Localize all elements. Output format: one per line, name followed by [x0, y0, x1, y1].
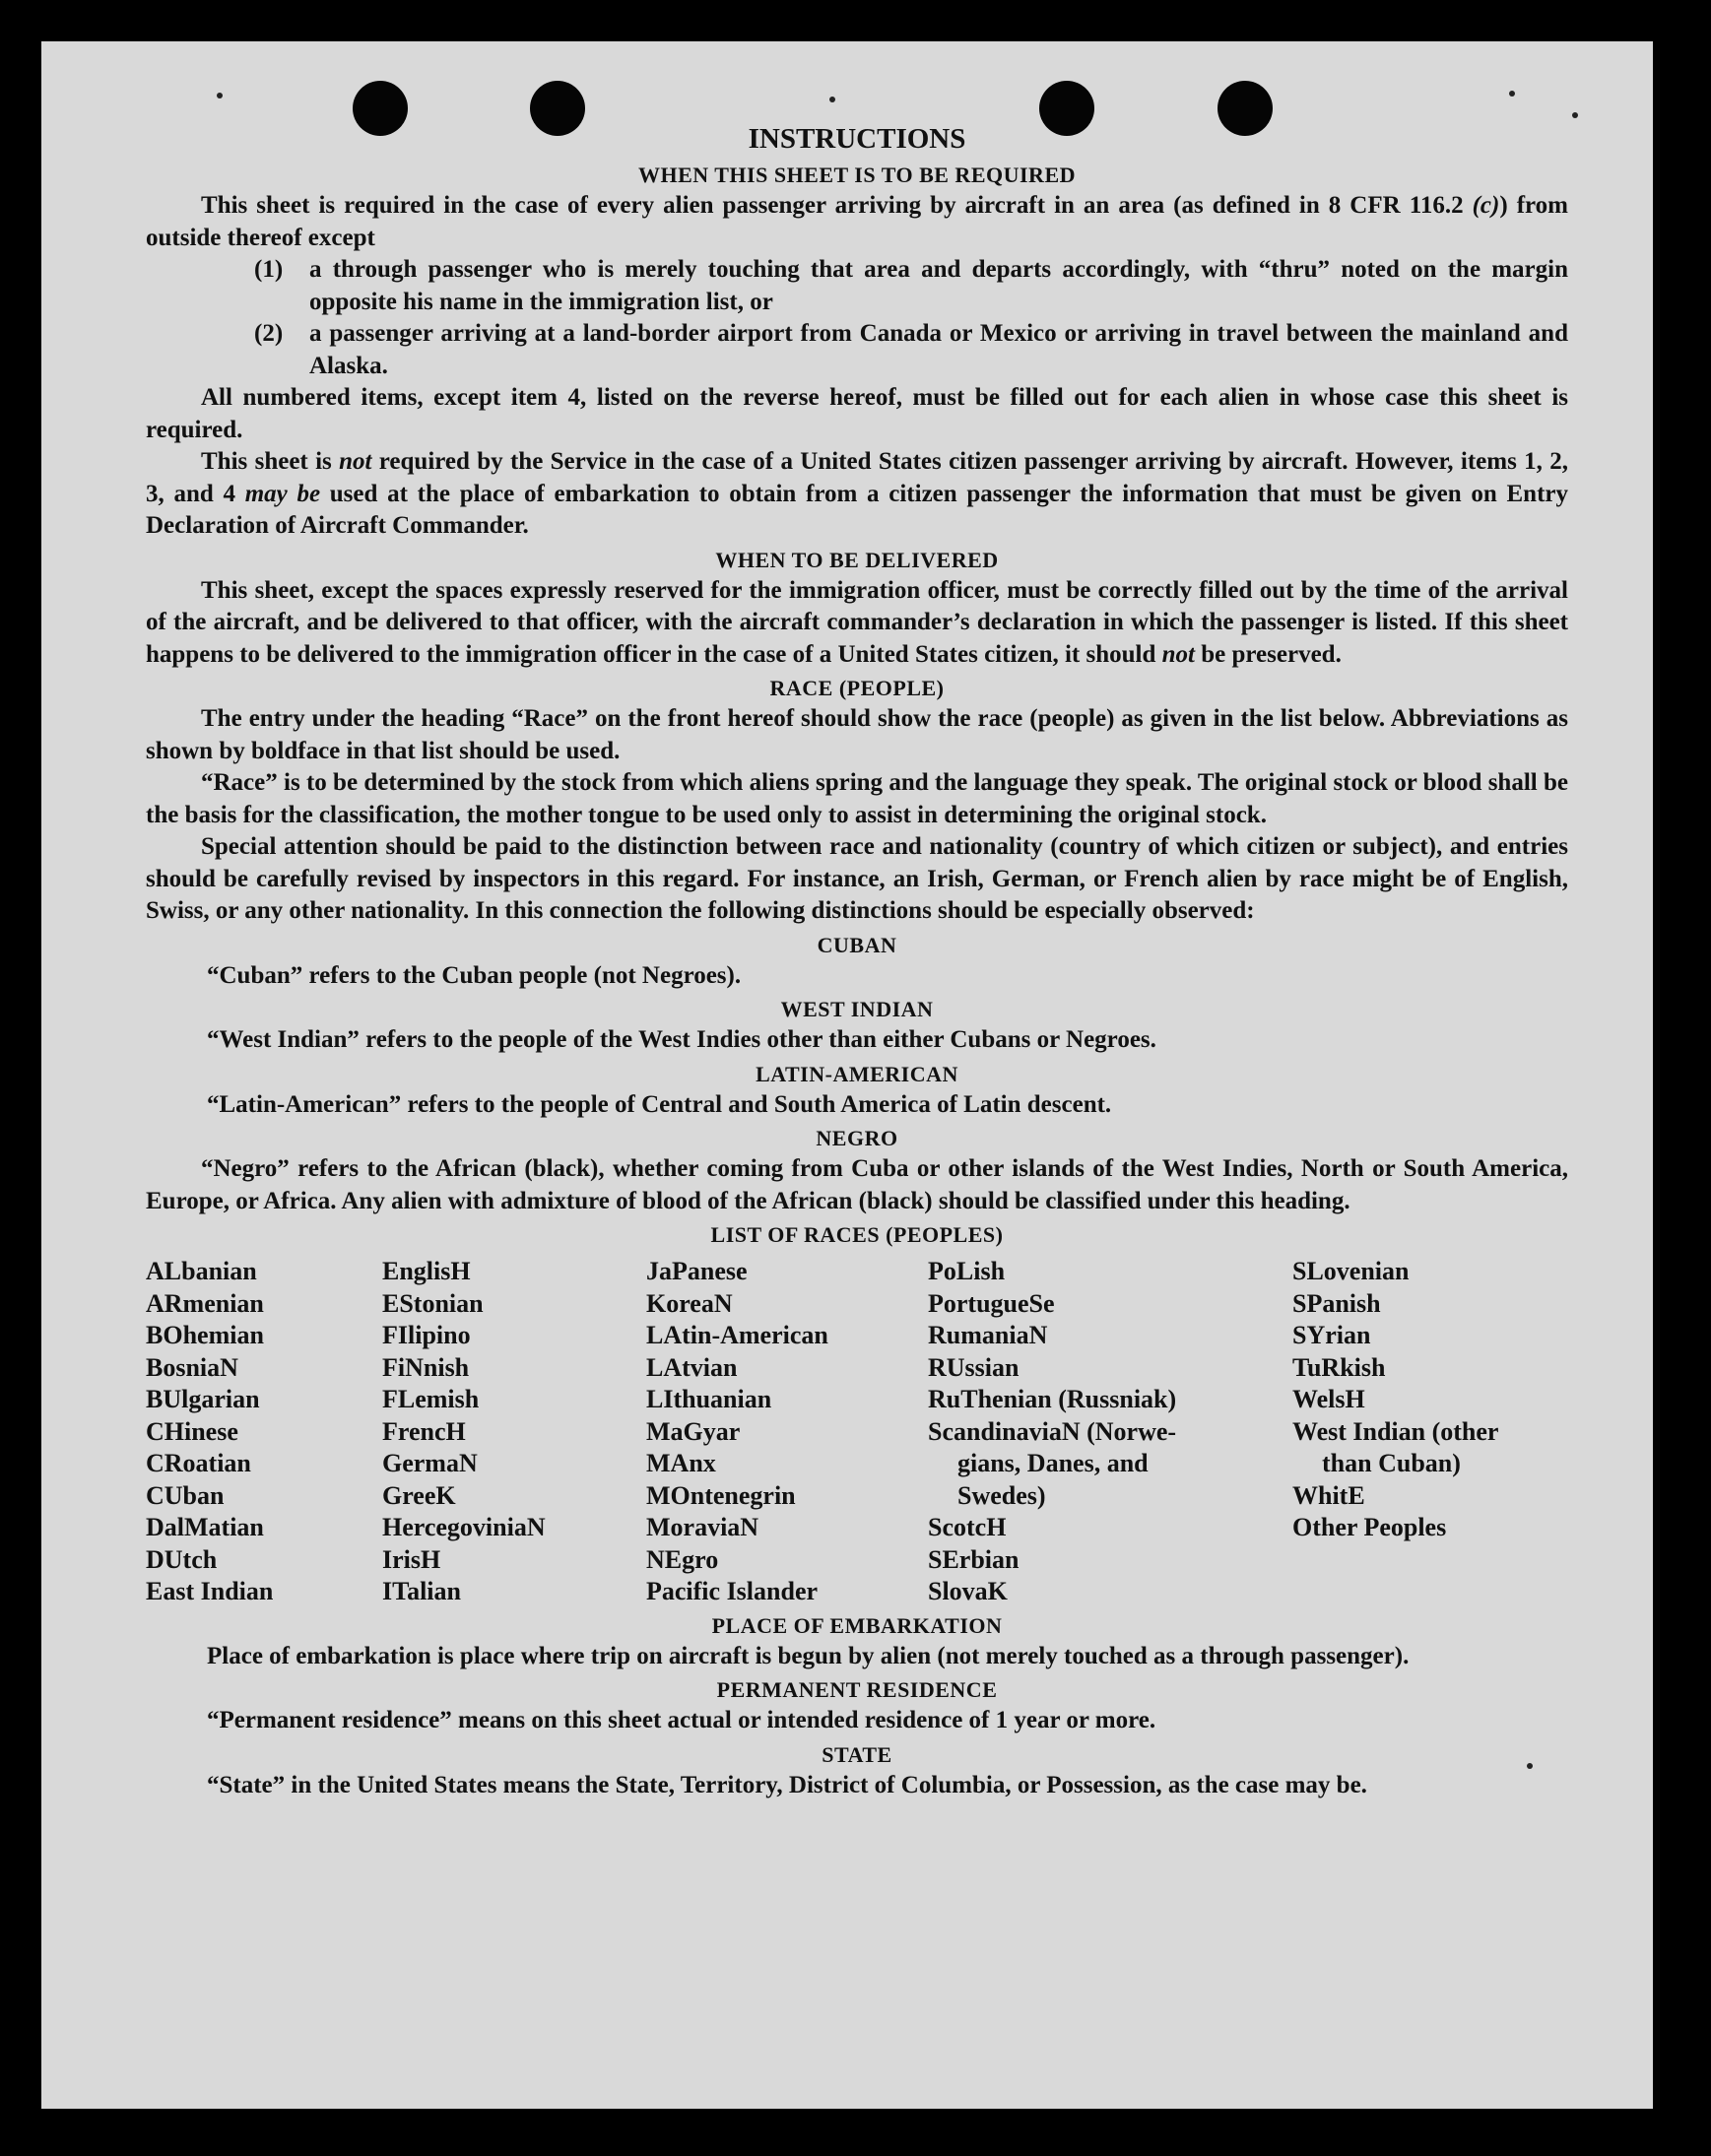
section-heading: PERMANENT RESIDENCE — [716, 1677, 998, 1702]
page-title: INSTRUCTIONS — [748, 123, 966, 155]
paragraph: “State” in the United States means the State, Territory, District of Columbia, or Possession, as the case may be. — [207, 1771, 1367, 1798]
list-number: (1) — [254, 256, 284, 283]
section-heading: CUBAN — [817, 932, 897, 957]
race-entry: MoraviaN — [646, 1513, 759, 1541]
paragraph: Place of embarkation is place where trip on aircraft is begun by alien (not merely touched as a through passenger). — [207, 1642, 1410, 1669]
race-entry: PortugueSe — [928, 1288, 1055, 1318]
paragraph: “Cuban” refers to the Cuban people (not Negroes). — [207, 961, 742, 989]
paragraph: Special attention should be paid to the distinction between race and nationality (country of which citizen or subject), and entries should be carefully revised by inspectors in this regard. For instance, an Irish, German, or French alien by race might be of English, Swiss, or any other nationality. In this connection the following distinctions should be especially observed: — [146, 833, 1568, 924]
race-entry: Pacific Islander — [646, 1577, 819, 1605]
paragraph — [146, 446, 1568, 543]
race-entry: SErbian — [928, 1544, 1020, 1574]
paragraph: The entry under the heading “Race” on the front hereof should show the race (people) as given in the list below. Abbreviations as shown by boldface in that list should be used. — [146, 705, 1568, 764]
speck — [1572, 112, 1578, 118]
race-entry: ARmenian — [146, 1288, 264, 1318]
emphasis: not — [339, 448, 372, 475]
race-entry: EStonian — [382, 1288, 484, 1318]
race-entry: HercegoviniaN — [382, 1513, 546, 1541]
list-number: (2) — [254, 320, 284, 347]
race-entry: WelsH — [1292, 1385, 1365, 1413]
list-text: a through passenger who is merely touching that area and departs accordingly, with “thru” noted on the margin opposite his name in the immigration list, or — [309, 256, 1568, 315]
race-entry: SlovaK — [928, 1577, 1008, 1605]
race-entry: CRoatian — [146, 1449, 251, 1477]
list-text: a passenger arriving at a land-border airport from Canada or Mexico or arriving in travel between the mainland and Alaska. — [309, 320, 1568, 379]
race-entry: MOntenegrin — [646, 1480, 796, 1510]
race-entry: IrisH — [382, 1544, 441, 1574]
race-entry: RUssian — [928, 1352, 1020, 1382]
text-run: This sheet is required in the case of every alien passenger arriving by aircraft in an area (as defined in 8 CFR 116.2 — [201, 192, 1473, 219]
race-entry: LAtvian — [646, 1352, 738, 1382]
emphasis: (c) — [1472, 192, 1500, 219]
race-entry: ScotcH — [928, 1513, 1007, 1541]
race-entry: BOhemian — [146, 1321, 264, 1349]
paragraph: “Latin-American” refers to the people of Central and South America of Latin descent. — [207, 1090, 1112, 1118]
race-entry: ITalian — [382, 1577, 461, 1605]
race-entry: LAtin-American — [646, 1321, 828, 1349]
list-item — [146, 254, 1568, 318]
text-run: This sheet is — [201, 448, 340, 475]
race-entry: SYrian — [1292, 1321, 1371, 1349]
race-column — [646, 1256, 928, 1608]
race-entry: Swedes) — [957, 1480, 1046, 1510]
race-column — [1292, 1256, 1568, 1608]
race-entry: GreeK — [382, 1480, 456, 1510]
race-column — [146, 1256, 382, 1608]
paragraph — [146, 190, 1568, 254]
section-heading: NEGRO — [816, 1126, 898, 1150]
race-entry: LIthuanian — [646, 1385, 772, 1413]
paragraph: “Permanent residence” means on this sheet actual or intended residence of 1 year or more. — [207, 1707, 1156, 1733]
paragraph: “West Indian” refers to the people of the West Indies other than either Cubans or Negroes. — [207, 1026, 1156, 1053]
section-heading: LATIN-AMERICAN — [756, 1061, 958, 1086]
list-item — [146, 318, 1568, 382]
race-entry: KoreaN — [646, 1288, 733, 1318]
race-entry: FLemish — [382, 1385, 480, 1413]
race-entry: DalMatian — [146, 1513, 264, 1541]
emphasis: may be — [244, 480, 321, 507]
race-entry: FIlipino — [382, 1321, 471, 1349]
race-entry: Other Peoples — [1292, 1513, 1447, 1541]
speck — [829, 97, 835, 102]
race-entry: SLovenian — [1292, 1257, 1410, 1285]
emphasis: not — [1161, 640, 1195, 668]
text-run: used at the place of embarkation to obtain from a citizen passenger the information that must be given on Entry Declaration of Aircraft Commander. — [146, 480, 1568, 539]
race-entry: EnglisH — [382, 1257, 471, 1285]
race-entry: FiNnish — [382, 1352, 470, 1382]
race-entry: JaPanese — [646, 1257, 748, 1285]
section-heading: PLACE OF EMBARKATION — [711, 1612, 1003, 1638]
race-entry: BUlgarian — [146, 1385, 260, 1413]
section-heading: STATE — [822, 1741, 892, 1767]
text-run: be preserved. — [1195, 640, 1342, 668]
race-entry: RumaniaN — [928, 1321, 1048, 1349]
section-heading: WEST INDIAN — [780, 997, 934, 1021]
section-heading: LIST OF RACES (PEOPLES) — [710, 1222, 1004, 1247]
section-heading: RACE (PEOPLE) — [769, 676, 945, 700]
paragraph: All numbered items, except item 4, listed on the reverse hereof, must be filled out for each alien in whose case this sheet is required. — [146, 384, 1568, 443]
race-entry: BosniaN — [146, 1352, 238, 1382]
paragraph: “Race” is to be determined by the stock from which aliens spring and the language they speak. The original stock or blood shall be the basis for the classification, the mother tongue to be used only to assist in determining the original stock. — [146, 769, 1568, 828]
race-column — [382, 1256, 646, 1608]
race-entry: WhitE — [1292, 1480, 1365, 1510]
race-entry: CHinese — [146, 1416, 238, 1446]
text-run: ) from outside thereof except — [146, 192, 1568, 251]
race-list — [146, 1256, 1568, 1608]
paragraph: “Negro” refers to the African (black), whether coming from Cuba or other islands of the West Indies, North or South America, Europe, or Africa. Any alien with admixture of blood of the African (black) should be classified under this heading. — [146, 1155, 1568, 1214]
race-entry: MaGyar — [646, 1416, 741, 1446]
section-heading: WHEN TO BE DELIVERED — [715, 547, 999, 572]
race-entry: MAnx — [646, 1449, 716, 1477]
race-entry: TuRkish — [1292, 1352, 1386, 1382]
document-sheet — [41, 41, 1653, 2109]
race-entry: RuThenian (Russniak) — [928, 1385, 1177, 1413]
race-entry: ScandinaviaN (Norwe- — [928, 1416, 1177, 1446]
speck — [217, 93, 223, 98]
race-entry: SPanish — [1292, 1288, 1381, 1318]
race-entry: gians, Danes, and — [957, 1449, 1149, 1477]
race-entry: FrencH — [382, 1416, 466, 1446]
race-column — [928, 1256, 1292, 1608]
race-entry: DUtch — [146, 1544, 218, 1574]
text-run: required by the Service in the case of a United States citizen passenger arriving by aircraft. However, items 1, 2, 3, and 4 — [146, 448, 1568, 507]
race-entry: East Indian — [146, 1577, 274, 1605]
race-entry: PoLish — [928, 1257, 1006, 1285]
paragraph — [146, 575, 1568, 672]
instructions-body — [146, 120, 1568, 1801]
section-heading: WHEN THIS SHEET IS TO BE REQUIRED — [637, 163, 1077, 187]
race-entry: GermaN — [382, 1449, 478, 1477]
text-run: This sheet, except the spaces expressly reserved for the immigration officer, must be correctly filled out by the time of the arrival of the aircraft, and be delivered to that officer, with the aircraft commander’s declaration in which the passenger is listed. If this sheet happens to be delivered to the immigration officer in the case of a United States citizen, it should — [146, 576, 1568, 668]
speck — [1509, 91, 1515, 97]
race-entry: ALbanian — [146, 1257, 257, 1285]
race-entry: NEgro — [646, 1544, 719, 1574]
race-entry: West Indian (other — [1292, 1416, 1499, 1446]
race-entry: than Cuban) — [1322, 1449, 1461, 1477]
race-entry: CUban — [146, 1480, 225, 1510]
